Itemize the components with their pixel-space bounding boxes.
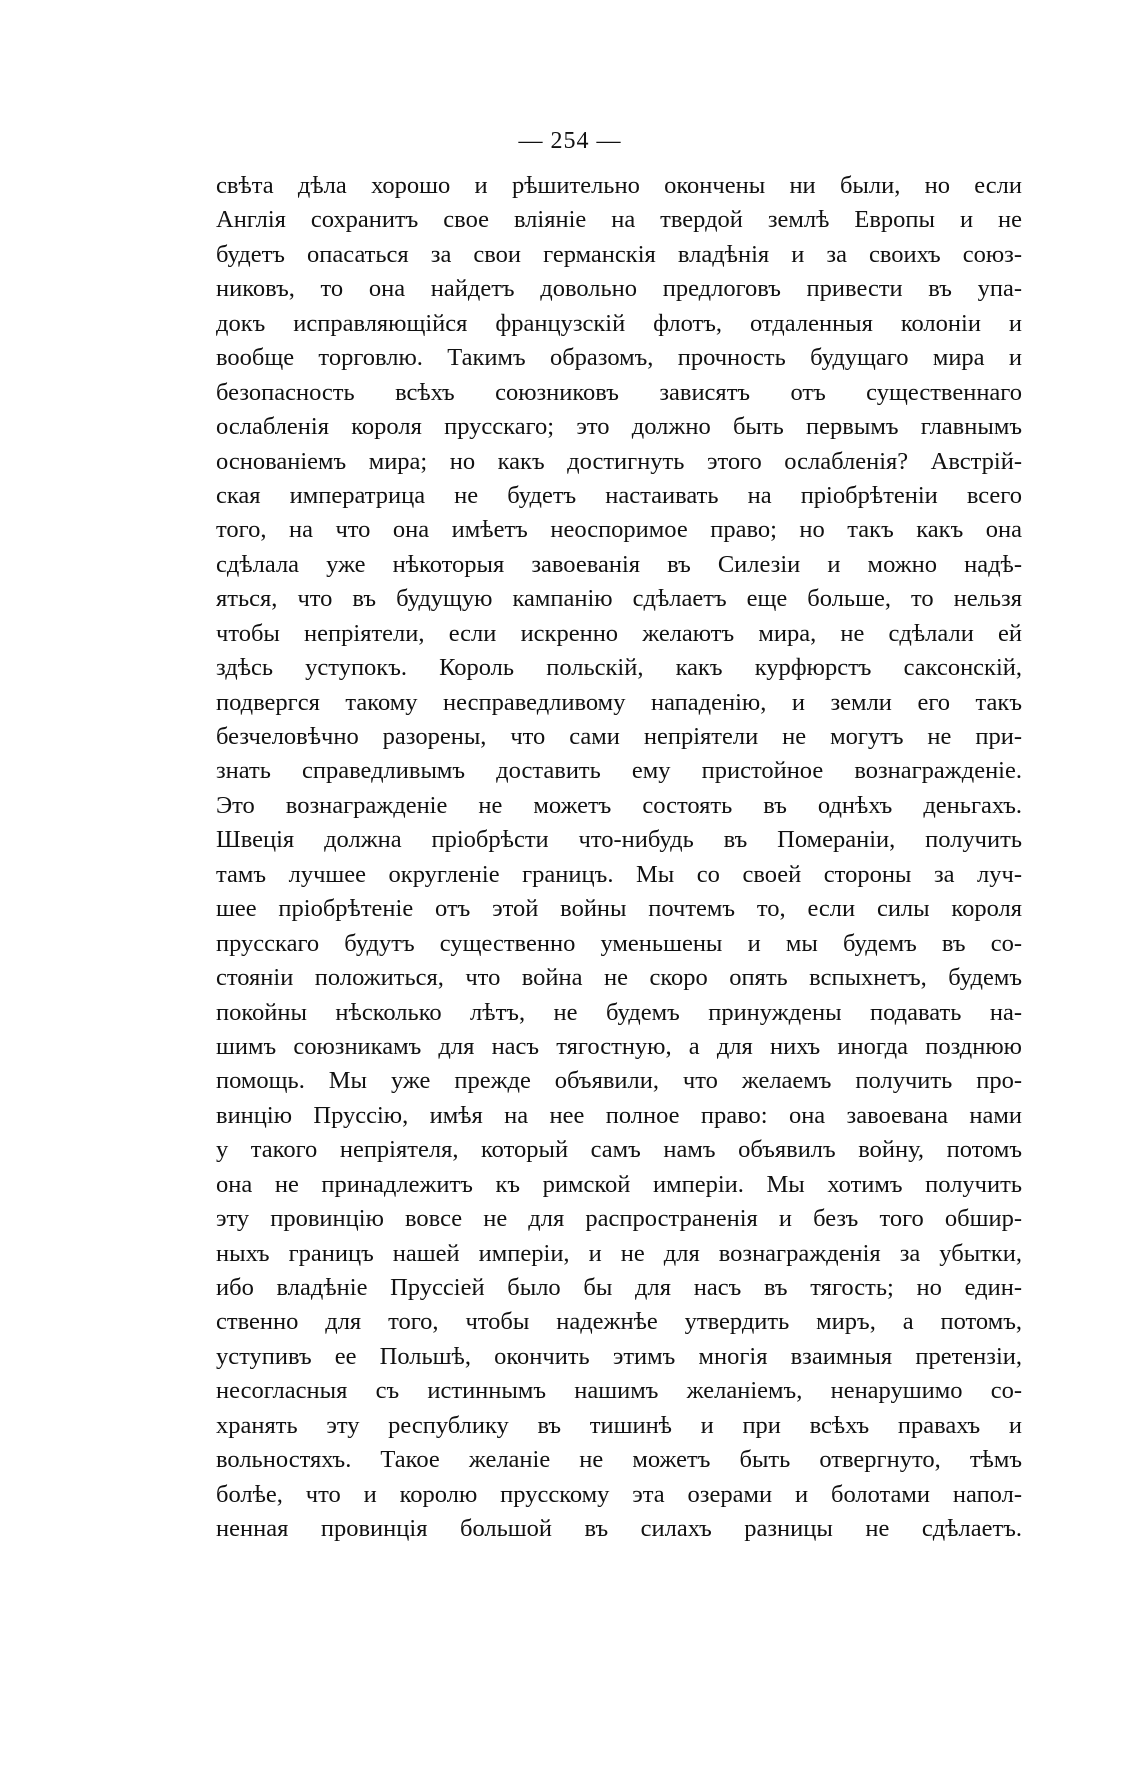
text-line: несогласныя съ истиннымъ нашимъ желаніемъ, ненарушимо со- (216, 1377, 1022, 1405)
text-line: покойны нѣсколько лѣтъ, не будемъ принуждены подавать на- (216, 998, 1022, 1026)
text-line: ибо владѣніе Пруссіей было бы для насъ въ тягость; но един- (216, 1274, 1022, 1301)
text-line: докъ исправляющійся французскій флотъ, отдаленныя колоніи и (216, 309, 1022, 337)
text-line: Англія сохранитъ свое вліяніе на твердой землѣ Европы и не (216, 206, 1022, 234)
text-line: чтобы непріятели, если искренно желаютъ мира, не сдѣлали ей (216, 619, 1022, 647)
text-line: знать справедливымъ доставить ему пристойное вознагражденіе. (216, 757, 1022, 785)
page-number: — 254 — (518, 128, 622, 154)
text-line: хранять эту республику въ тишинѣ и при всѣхъ правахъ и (216, 1411, 1022, 1439)
text-line: яться, что въ будущую кампанію сдѣлаетъ еще больше, то нельзя (216, 585, 1022, 613)
text-line: Швеція должна пріобрѣсти что-нибудь въ Помераніи, получить (216, 826, 1022, 854)
text-line: того, на что она имѣетъ неоспоримое право; но такъ какъ она (216, 516, 1022, 544)
text-line: здѣсь уступокъ. Король польскій, какъ курфюрстъ саксонскій, (216, 654, 1022, 682)
text-line: эту провинцію вовсе не для распространенія и безъ того обшир- (216, 1205, 1022, 1233)
text-line: помощь. Мы уже прежде объявили, что желаемъ получить про- (216, 1067, 1022, 1095)
text-line: ская императрица не будетъ настаивать на пріобрѣтеніи всего (216, 481, 1022, 509)
text-line: шее пріобрѣтеніе отъ этой войны почтемъ то, если силы короля (216, 895, 1022, 923)
text-line: у такого непріятеля, который самъ намъ объявилъ войну, потомъ (216, 1136, 1022, 1164)
text-line: стояніи положиться, что война не скоро опять вспыхнетъ, будемъ (216, 964, 1022, 992)
text-line: ныхъ границъ нашей имперіи, и не для вознагражденія за убытки, (216, 1239, 1022, 1267)
text-line: ственно для того, чтобы надежнѣе утвердить миръ, а потомъ, (216, 1308, 1022, 1336)
text-line: будетъ опасаться за свои германскія владѣнія и за своихъ союз- (216, 240, 1022, 268)
text-line: сдѣлала уже нѣкоторыя завоеванія въ Силезіи и можно надѣ- (216, 550, 1022, 578)
text-line: безопасность всѣхъ союзниковъ зависятъ отъ существеннаго (216, 378, 1022, 406)
text-line: вообще торговлю. Такимъ образомъ, прочность будущаго мира и (216, 344, 1022, 372)
text-line: болѣе, что и королю прусскому эта озерами и болотами напол- (216, 1480, 1022, 1508)
text-line: основаніемъ мира; но какъ достигнуть этого ослабленія? Австрій- (216, 447, 1022, 475)
text-line: ослабленія короля прусскаго; это должно быть первымъ главнымъ (216, 413, 1022, 441)
text-line: подвергся такому несправедливому нападенію, и земли его такъ (216, 688, 1022, 716)
text-line: безчеловѣчно разорены, что сами непріятели не могутъ не при- (216, 723, 1022, 750)
text-line: уступивъ ее Польшѣ, окончить этимъ многія взаимныя претензіи, (216, 1342, 1022, 1370)
text-line: ненная провинція большой въ силахъ разницы не сдѣлаетъ. (216, 1515, 1022, 1543)
text-line: тамъ лучшее округленіе границъ. Мы со своей стороны за луч- (216, 860, 1022, 888)
text-line: шимъ союзникамъ для насъ тягостную, а для нихъ иногда позднюю (216, 1032, 1022, 1060)
text-line: она не принадлежитъ къ римской имперіи. Мы хотимъ получить (216, 1170, 1022, 1198)
text-line: никовъ, то она найдетъ довольно предлоговъ привести въ упа- (216, 275, 1022, 303)
text-line: Это вознагражденіе не можетъ состоять въ однѣхъ деньгахъ. (216, 791, 1022, 819)
text-line: свѣта дѣла хорошо и рѣшительно окончены ни были, но если (216, 172, 1022, 199)
text-line: винцію Пруссію, имѣя на нее полное право: она завоевана нами (216, 1101, 1022, 1129)
text-line: прусскаго будутъ существенно уменьшены и мы будемъ въ со- (216, 929, 1022, 957)
text-line: вольностяхъ. Такое желаніе не можетъ быть отвергнуто, тѣмъ (216, 1446, 1022, 1474)
body-text (216, 169, 1022, 1547)
